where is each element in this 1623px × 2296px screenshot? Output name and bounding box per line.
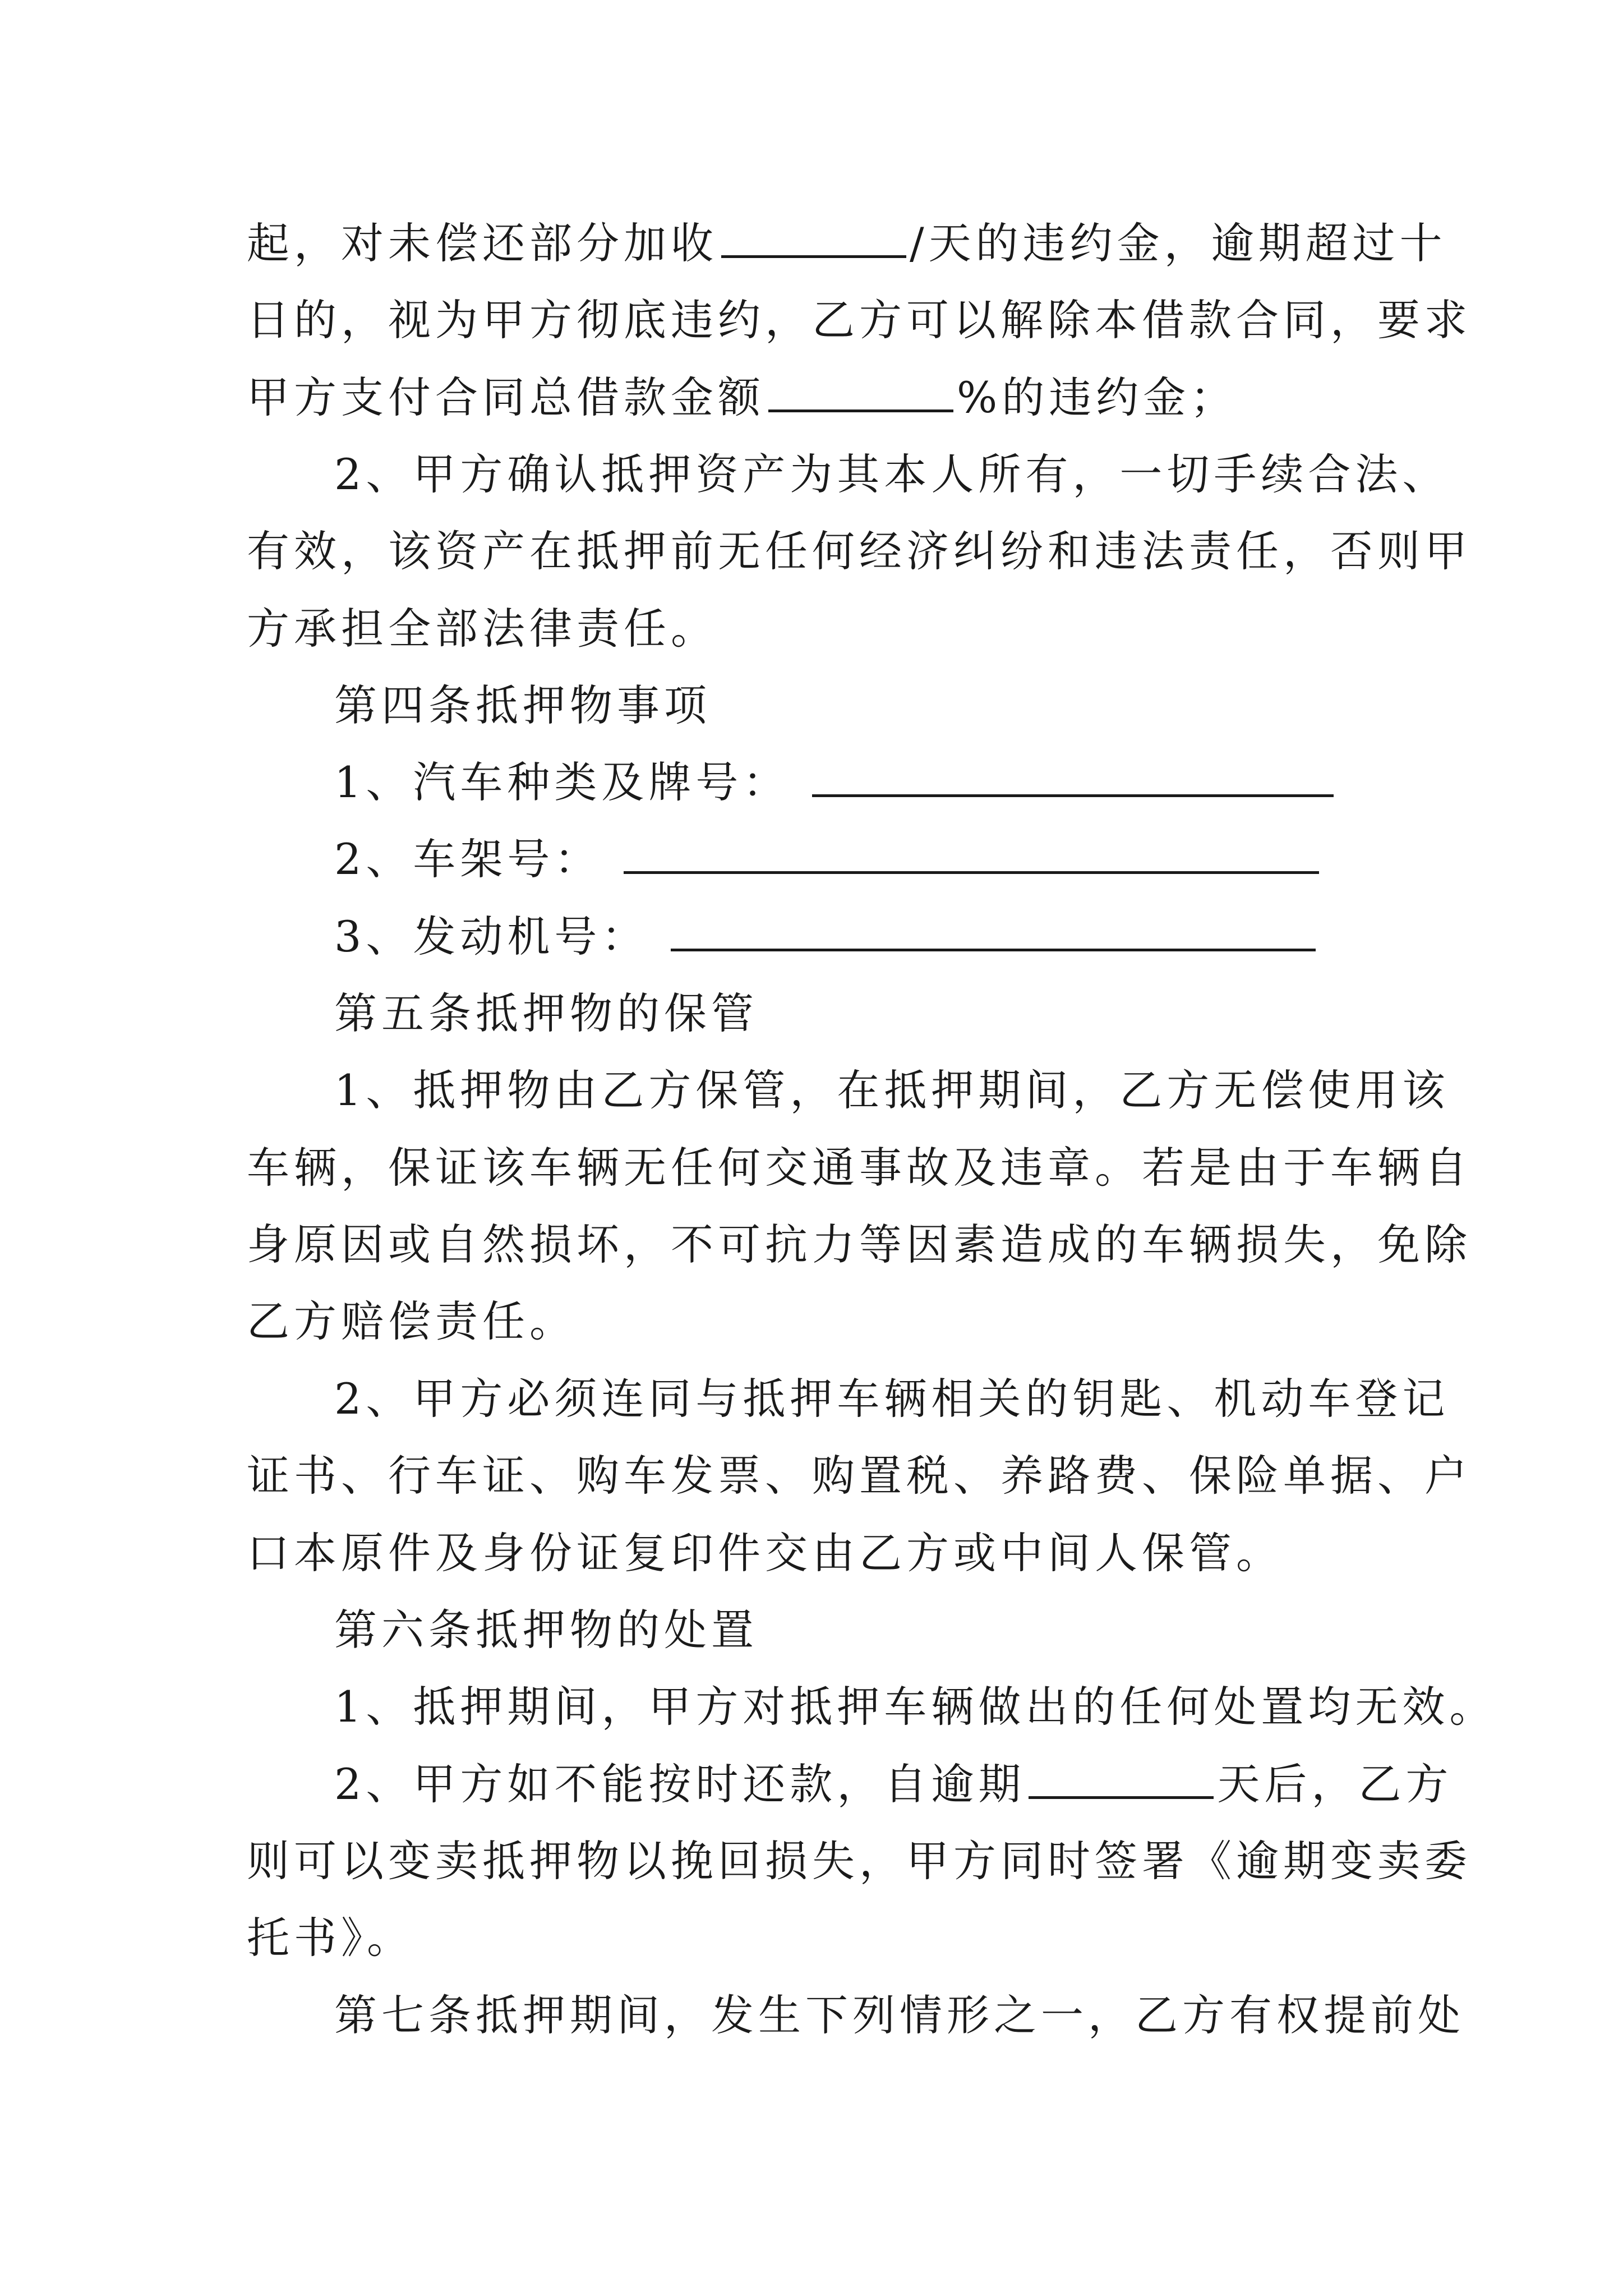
text-line-22 (247, 1823, 1623, 1899)
text-line-12 (334, 1052, 1623, 1129)
heading-text: 第六条抵押物的处置 (334, 1605, 758, 1655)
section-heading-6 (334, 1591, 1623, 1668)
field-label: 3、发动机号： (334, 912, 649, 961)
text-line-4 (334, 436, 1623, 513)
line-20-text: 1、抵押期间，甲方对抵押车辆做出的任何处置均无效。 (334, 1682, 1497, 1732)
fill-in-blank (721, 253, 906, 258)
text-line-5 (247, 513, 1623, 590)
line-4-text: 2、甲方确认抵押资产为其本人所有，一切手续合法、 (334, 449, 1450, 499)
field-engine-number (334, 898, 1623, 975)
fill-in-blank (1029, 1794, 1214, 1799)
line-17-text: 证书、行车证、购车发票、购置税、养路费、保险单据、户 (247, 1451, 1472, 1501)
line-18-text: 口本原件及身份证复印件交由乙方或中间人保管。 (247, 1528, 1283, 1578)
line-6-text: 方承担全部法律责任。 (247, 604, 718, 654)
line-2-text: 日的，视为甲方彻底违约，乙方可以解除本借款合同，要求 (247, 295, 1472, 345)
text-line-2 (247, 282, 1623, 358)
text-line-3 (247, 359, 1623, 436)
heading-text: 第四条抵押物事项 (334, 680, 711, 730)
text-line-24 (334, 1977, 1623, 2054)
line-16-text: 2、甲方必须连同与抵押车辆相关的钥匙、机动车登记 (334, 1374, 1450, 1424)
line-5-text: 有效，该资产在抵押前无任何经济纠纷和违法责任，否则甲 (247, 526, 1472, 576)
line-23-text: 托书》。 (247, 1913, 414, 1963)
text-line-20 (334, 1668, 1623, 1745)
line-24-text: 第七条抵押期间，发生下列情形之一，乙方有权提前处 (334, 1990, 1465, 2040)
heading-text: 第五条抵押物的保管 (334, 988, 758, 1038)
field-label: 2、车架号： (334, 834, 602, 884)
field-vehicle-type-plate (334, 744, 1623, 821)
fill-in-line (624, 869, 1319, 874)
section-heading-4 (334, 667, 1623, 744)
section-heading-5 (334, 975, 1623, 1052)
line-3-part-a: 甲方支付合同总借款金额 (247, 372, 765, 422)
line-14-text: 身原因或自然损坏，不可抗力等因素造成的车辆损失，免除 (247, 1220, 1472, 1269)
line-21-part-a: 2、甲方如不能按时还款，自逾期 (334, 1759, 1026, 1809)
text-line-18 (247, 1515, 1623, 1591)
line-12-text: 1、抵押物由乙方保管，在抵押期间，乙方无偿使用该 (334, 1065, 1450, 1115)
text-line-1 (247, 205, 1623, 282)
line-1-part-b: /天的违约金，逾期超过十 (910, 218, 1447, 268)
text-line-13 (247, 1129, 1623, 1206)
text-line-14 (247, 1206, 1623, 1283)
text-line-21 (334, 1746, 1623, 1823)
line-22-text: 则可以变卖抵押物以挽回损失，甲方同时签署《逾期变卖委 (247, 1836, 1472, 1886)
line-21-part-b: 天后，乙方 (1217, 1759, 1453, 1809)
line-15-text: 乙方赔偿责任。 (247, 1296, 577, 1346)
text-line-6 (247, 590, 1623, 667)
text-line-23 (247, 1899, 1623, 1976)
field-label: 1、汽车种类及牌号： (334, 757, 790, 807)
text-line-16 (334, 1360, 1623, 1437)
line-3-part-b: %的违约金； (957, 372, 1238, 422)
field-frame-number (334, 821, 1623, 898)
fill-in-blank (768, 407, 953, 412)
line-13-text: 车辆，保证该车辆无任何交通事故及违章。若是由于车辆自 (247, 1143, 1472, 1193)
fill-in-line (812, 792, 1334, 797)
text-line-17 (247, 1437, 1623, 1514)
text-line-15 (247, 1283, 1623, 1360)
line-1-part-a: 起，对未偿还部分加收 (247, 218, 718, 268)
fill-in-line (671, 946, 1316, 951)
